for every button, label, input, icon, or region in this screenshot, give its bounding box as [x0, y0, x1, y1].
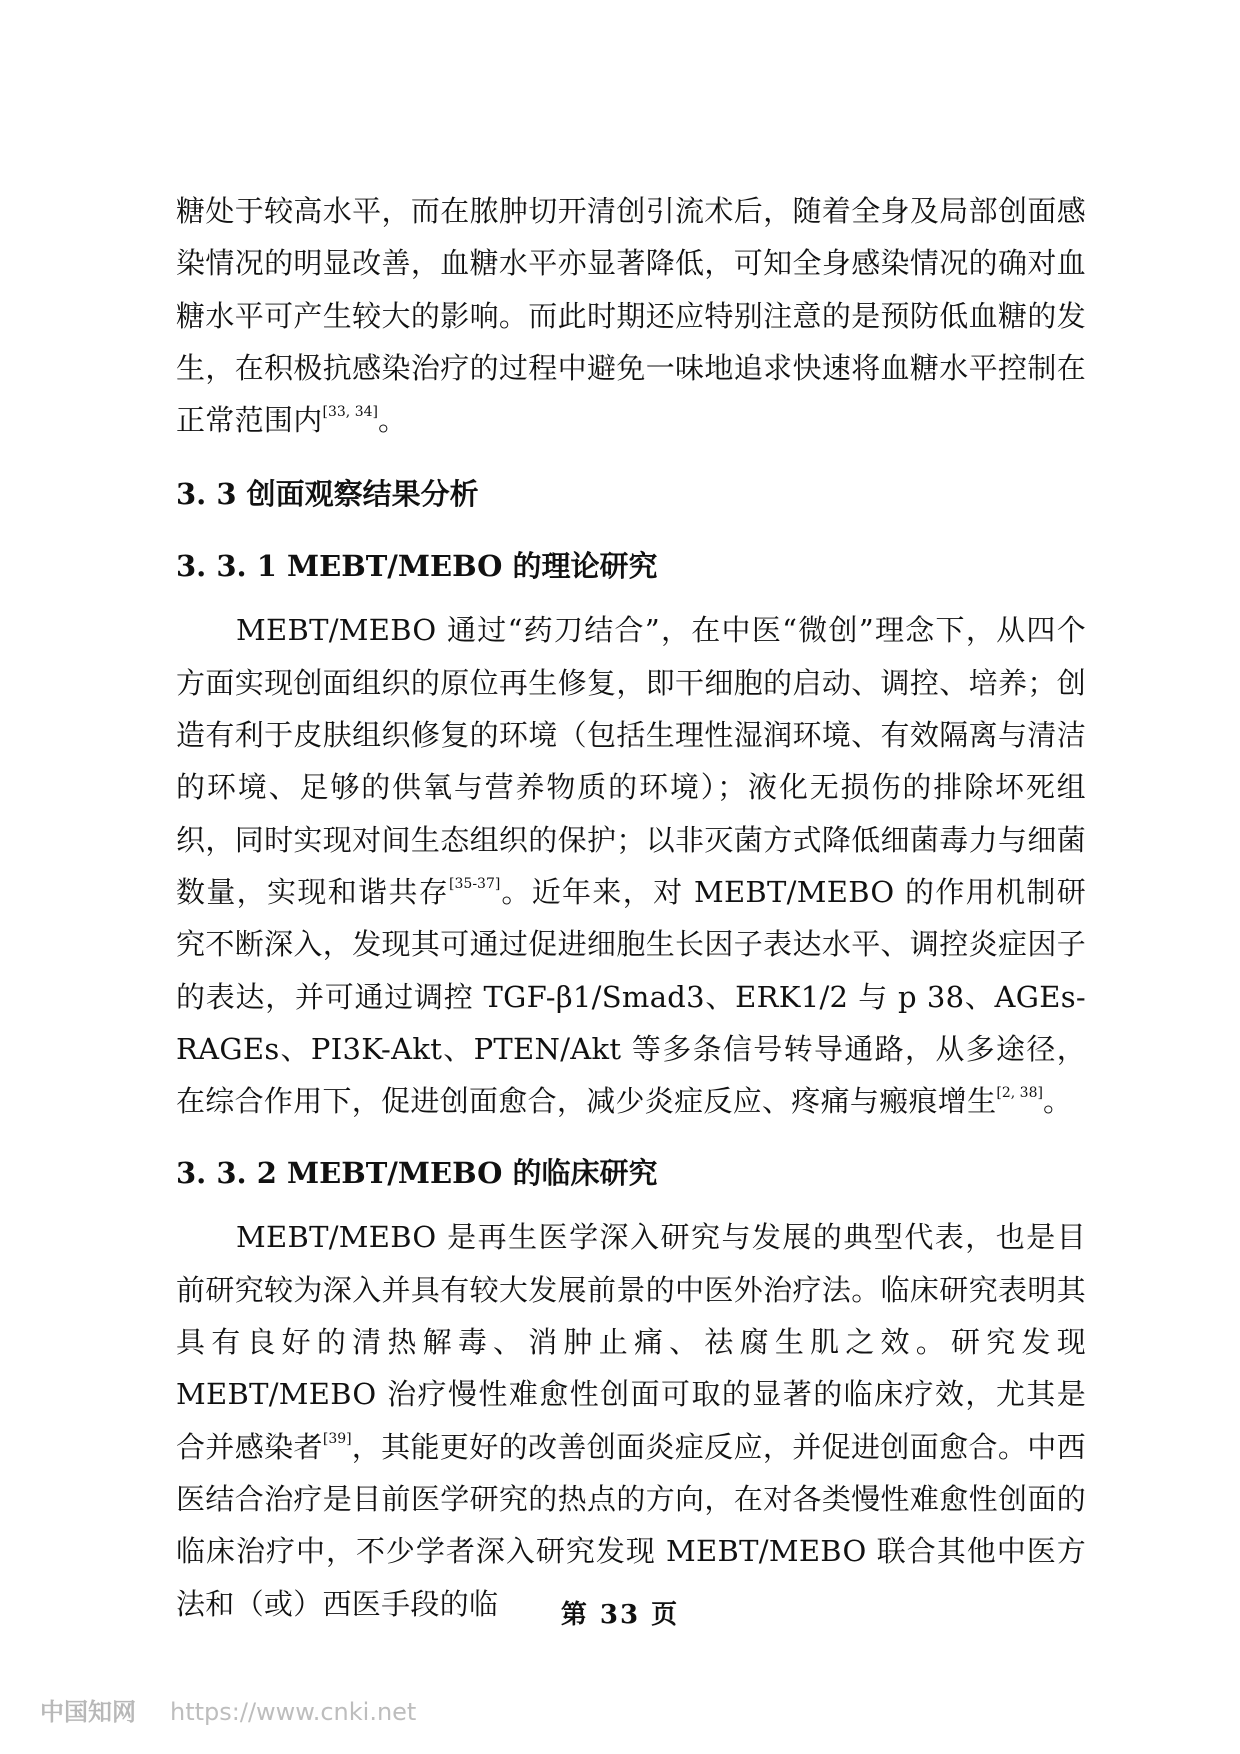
citation-ref: [33, 34]: [322, 404, 378, 421]
watermark-brand: 中国知网: [40, 1698, 136, 1726]
citation-ref: [2, 38]: [996, 1085, 1043, 1102]
citation-ref: [39]: [322, 1430, 352, 1447]
section-heading-3-3-2: 3. 3. 2 MEBT/MEBO 的临床研究: [176, 1156, 658, 1191]
page-number: 第 33 页: [560, 1600, 680, 1630]
paragraph-end: 。: [1042, 1084, 1073, 1119]
paragraph-text: 。近年来，对 MEBT/MEBO 的作用机制研究不断深入，发现其可通过促进细胞生长因子表达水平、调控炎症因子的表达，并可通过调控 TGF-β1/Smad3、ERK1/2 与 p 38、AGEs-RAGEs、PI3K-Akt、PTEN/Akt 等多条信号转导通路，从多途径，在综合作用下，促进创面愈合，减少炎症反应、疼痛与瘢痕增生: [176, 874, 1086, 1119]
page-content: [176, 185, 1086, 1630]
paragraph-text: MEBT/MEBO 是再生医学深入研究与发展的典型代表，也是目前研究较为深入并具有较大发展前景的中医外治疗法。临床研究表明其具有良好的清热解毒、消肿止痛、祛腐生肌之效。研究发现 MEBT/MEBO 治疗慢性难愈性创面可取的显著的临床疗效，尤其是合并感染者: [176, 1220, 1086, 1464]
cnki-watermark: [40, 1692, 416, 1727]
paragraph-mebt-clinical: [176, 1211, 1086, 1629]
watermark-url: https://www.cnki.net: [170, 1698, 417, 1726]
paragraph-text: ，其能更好的改善创面炎症反应，并促进创面愈合。中西医结合治疗是目前医学研究的热点的方向，在对各类慢性难愈性创面的临床治疗中，不少学者深入研究发现 MEBT/MEBO 联合其他中医方法和（或）西医手段的临: [176, 1429, 1086, 1621]
paragraph-mebt-theory: [176, 604, 1086, 1127]
paragraph-text: 糖处于较高水平，而在脓肿切开清创引流术后，随着全身及局部创面感染情况的明显改善，血糖水平亦显著降低，可知全身感染情况的确对血糖水平可产生较大的影响。而此时期还应特别注意的是预防低血糖的发生，在积极抗感染治疗的过程中避免一味地追求快速将血糖水平控制在正常范围内: [176, 194, 1086, 438]
section-heading-3-3-1: 3. 3. 1 MEBT/MEBO 的理论研究: [176, 549, 658, 584]
paragraph-end: 。: [377, 403, 408, 438]
paragraph-glucose-infection: [176, 185, 1086, 446]
section-heading-3-3: 3. 3 创面观察结果分析: [176, 477, 479, 512]
paragraph-text: MEBT/MEBO 通过“药刀结合”，在中医“微创”理念下，从四个方面实现创面组织的原位再生修复，即干细胞的启动、调控、培养；创造有利于皮肤组织修复的环境（包括生理性湿润环境、有效隔离与清洁的环境、足够的供氧与营养物质的环境）；液化无损伤的排除坏死组织，同时实现对间生态组织的保护；以非灭菌方式降低细菌毒力与细菌数量，实现和谐共存: [176, 613, 1086, 909]
citation-ref: [35-37]: [449, 875, 501, 892]
